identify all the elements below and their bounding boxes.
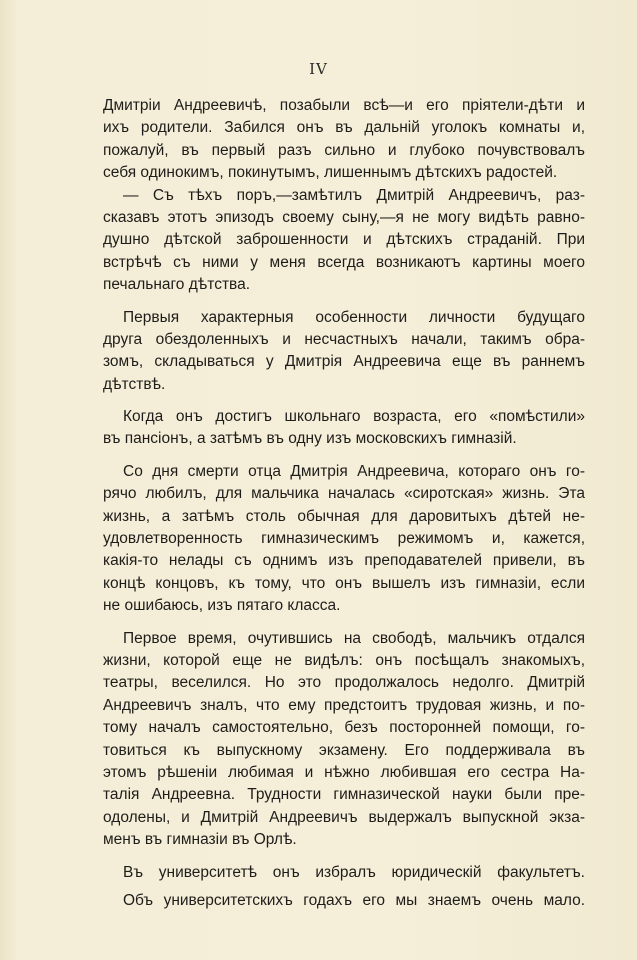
- text-line: этомъ рѣшеніи любимая и нѣжно любившая его сестра На-: [103, 763, 585, 781]
- text-line: Когда онъ достигъ школьнаго возраста, его «помѣстили»: [123, 408, 585, 426]
- text-line: тому началъ самостоятельно, безъ посторонней помощи, го-: [103, 719, 585, 737]
- page-number: IV: [309, 60, 328, 78]
- paragraph-8: [103, 890, 585, 912]
- text-line: Въ университетѣ онъ избралъ юридическій факультетъ.: [123, 863, 585, 881]
- text-line: зомъ, складываться у Дмитрія Андреевича еще въ раннемъ: [103, 353, 585, 371]
- paragraph-7: [103, 862, 585, 884]
- text-line: друга обездоленныхъ и несчастныхъ начали, такимъ обра-: [103, 330, 585, 348]
- text-line: — Съ тѣхъ поръ,—замѣтилъ Дмитрій Андреевичъ, раз-: [123, 186, 585, 204]
- page-text: [103, 95, 585, 912]
- paragraph-2: [103, 185, 585, 297]
- text-line: сказавъ этотъ эпизодъ своему сыну,—я не могу видѣть равно-: [103, 208, 585, 226]
- text-line: менъ въ гимназіи въ Орлѣ.: [103, 831, 297, 849]
- text-line: въ пансіонъ, а затѣмъ въ одну изъ московскихъ гимназій.: [103, 430, 517, 448]
- text-line: одолены, и Дмитрій Андреевичъ выдержалъ выпускной экза-: [103, 808, 585, 826]
- paragraph-3: [103, 307, 585, 397]
- text-line: театры, веселился. Но это продолжалось недолго. Дмитрій: [103, 674, 585, 692]
- text-line: не ошибаюсь, изъ пятаго класса.: [103, 597, 341, 615]
- text-line: Андреевичъ зналъ, что ему предстоитъ трудовая жизнь, и по-: [103, 696, 585, 714]
- text-line: пожалуй, въ первый разъ сильно и глубоко почувствовалъ: [103, 141, 585, 159]
- text-line: жизнь, а затѣмъ столь обычная для даровитыхъ дѣтей не-: [103, 507, 585, 525]
- text-line: жизни, которой еще не видѣлъ: онъ посѣщалъ знакомыхъ,: [103, 651, 585, 669]
- text-line: талія Андреевна. Трудности гимназической науки были пре-: [103, 786, 585, 804]
- text-line: какія-то нелады съ однимъ изъ преподавателей привели, въ: [103, 552, 585, 570]
- text-line: Объ университетскихъ годахъ его мы знаемъ очень мало.: [123, 891, 585, 909]
- text-line: Дмитріи Андреевичѣ, позабыли всѣ—и его пріятели-дѣти и: [103, 97, 585, 114]
- text-line: рячо любилъ, для мальчика началась «сиротская» жизнь. Эта: [103, 485, 585, 503]
- paragraph-5: [103, 461, 585, 618]
- text-line: Первое время, очутившись на свободѣ, мальчикъ отдался: [123, 629, 585, 647]
- text-line: ихъ родители. Забился онъ въ дальній уголокъ комнаты и,: [103, 119, 585, 137]
- text-line: удовлетворенность гимназическимъ режимомъ и, кажется,: [103, 530, 585, 548]
- text-line: встрѣчѣ съ ними у меня всегда возникаютъ картины моего: [103, 253, 585, 271]
- text-line: душно дѣтской заброшенности и дѣтскихъ страданій. При: [103, 231, 585, 249]
- text-line: товиться къ выпускному экзамену. Его поддерживала въ: [103, 741, 585, 759]
- paragraph-4: [103, 406, 585, 451]
- paragraph-6: [103, 628, 585, 852]
- text-line: концѣ концовъ, къ тому, что онъ вышелъ изъ гимназіи, если: [103, 574, 585, 592]
- text-line: Со дня смерти отца Дмитрія Андреевича, котораго онъ го-: [123, 462, 585, 480]
- text-line: дѣтствѣ.: [103, 375, 166, 393]
- paragraph-1: [103, 95, 585, 185]
- text-line: себя одинокимъ, покинутымъ, лишеннымъ дѣтскихъ радостей.: [103, 164, 558, 182]
- text-line: печальнаго дѣтства.: [103, 276, 251, 294]
- text-line: Первыя характерныя особенности личности будущаго: [123, 308, 585, 326]
